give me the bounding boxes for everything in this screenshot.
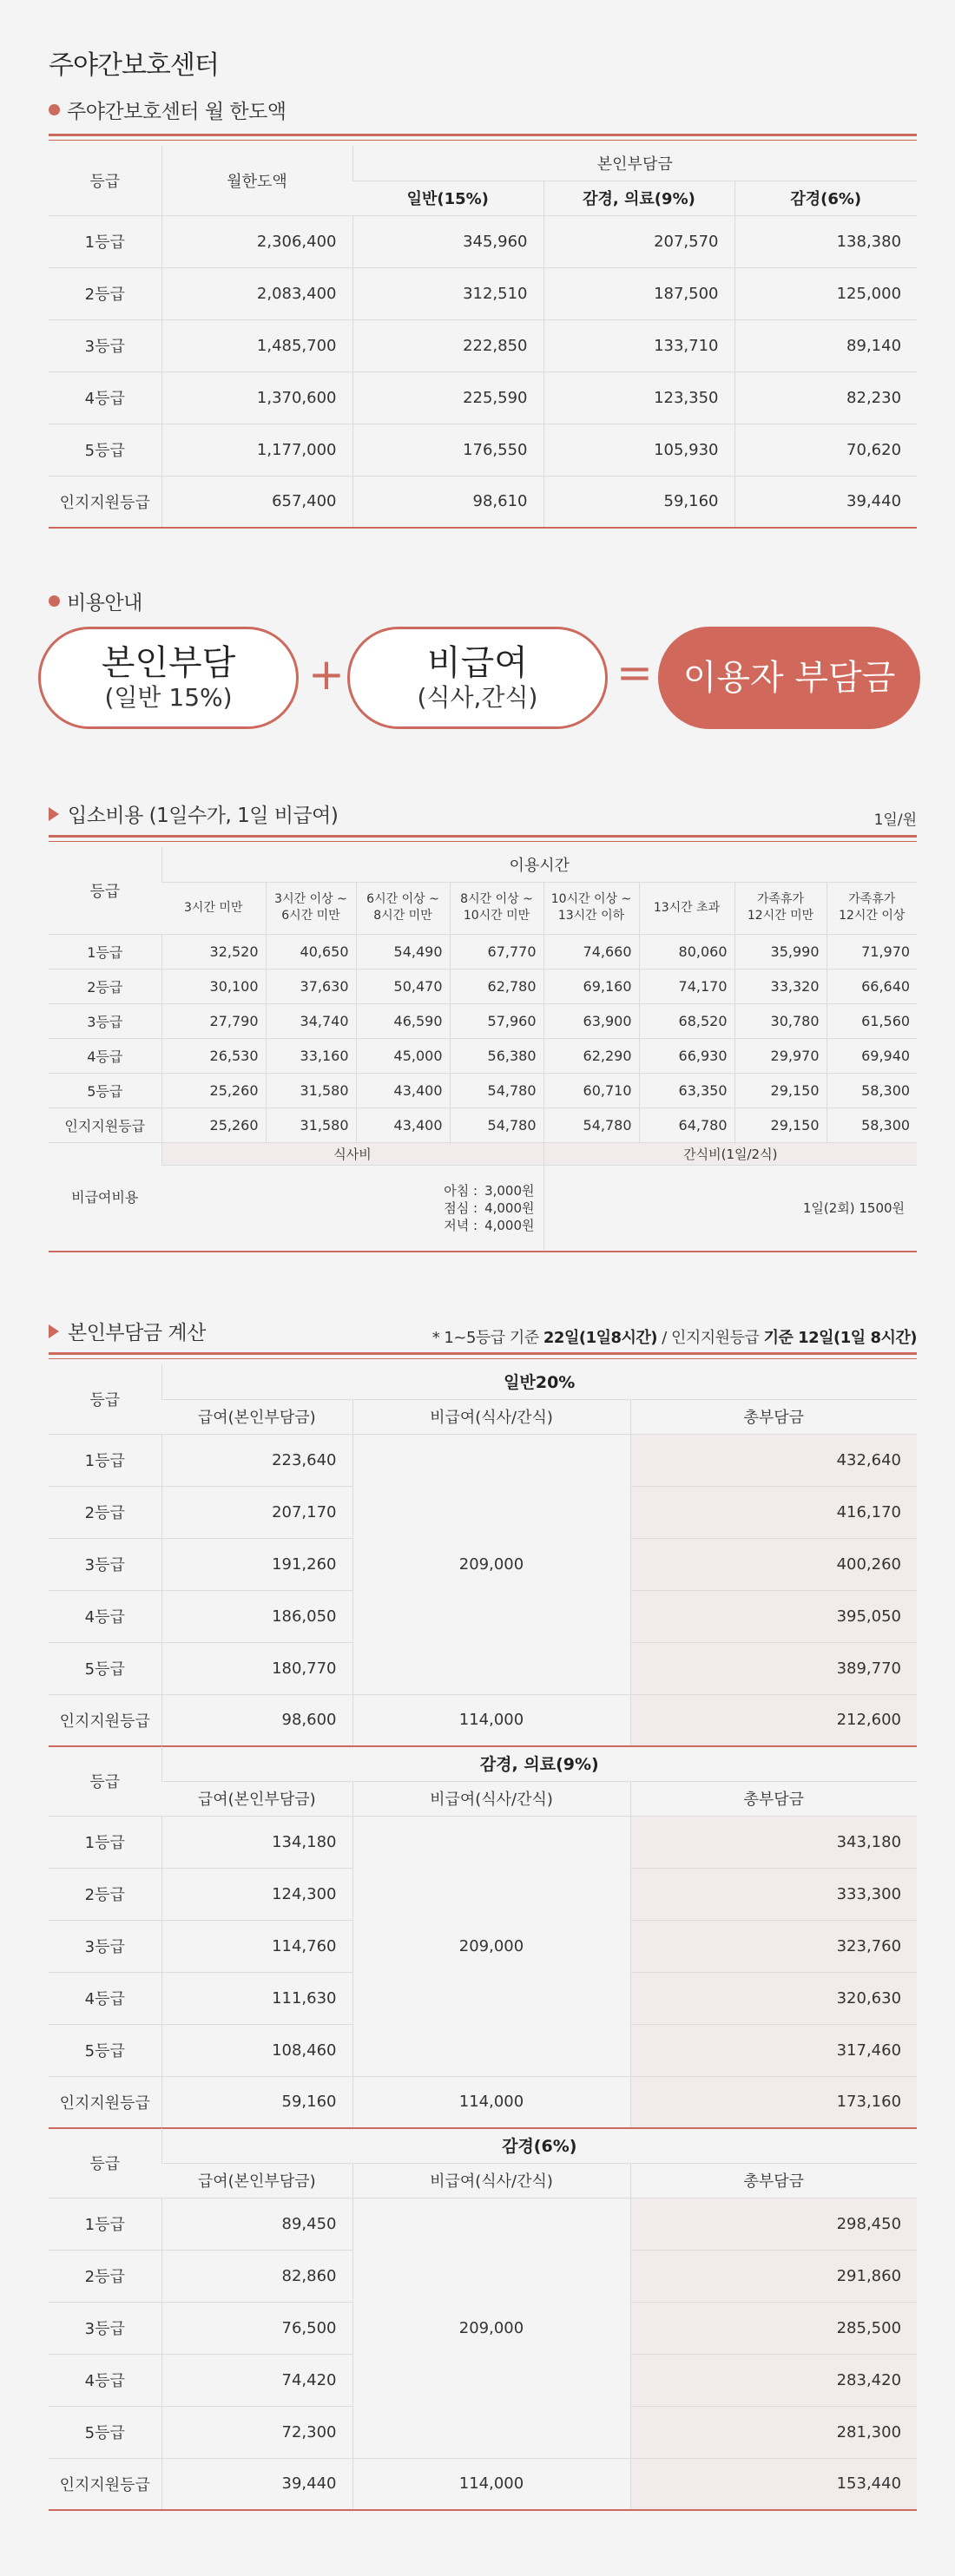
table-row <box>49 934 917 969</box>
admission-cost-table <box>49 847 917 1252</box>
value-cell: 56,380 <box>450 1038 543 1073</box>
table-row <box>49 424 917 476</box>
value-cell: 40,650 <box>266 934 356 969</box>
grade-cell: 1등급 <box>49 934 161 969</box>
value-cell: 133,710 <box>543 319 734 371</box>
value-cell: 80,060 <box>639 934 734 969</box>
value-cell: 62,780 <box>450 969 543 1003</box>
self-pay-pill <box>38 627 299 729</box>
value-cell: 60,710 <box>543 1073 639 1107</box>
table-row <box>49 2198 917 2250</box>
table-subtitle: 일반20% <box>161 1364 917 1399</box>
grade-cell: 인지지원등급 <box>49 2458 161 2510</box>
value-cell: 37,630 <box>266 969 356 1003</box>
header-time-range <box>639 882 734 934</box>
value-cell: 207,570 <box>543 215 734 267</box>
table-row <box>49 1038 917 1073</box>
header-grade: 등급 <box>49 1746 161 1816</box>
value-cell: 74,170 <box>639 969 734 1003</box>
value-cell: 68,520 <box>639 1003 734 1038</box>
value-cell: 50,470 <box>356 969 450 1003</box>
header-time-range <box>734 882 827 934</box>
meal-cost-cell <box>161 1165 543 1252</box>
benefit-cell: 82,860 <box>161 2250 352 2302</box>
value-cell: 54,780 <box>450 1073 543 1107</box>
grade-cell: 인지지원등급 <box>49 476 161 528</box>
header-time-range <box>266 882 356 934</box>
meal-name: 저녁 : <box>444 1217 478 1233</box>
value-cell: 64,780 <box>639 1107 734 1142</box>
value-cell: 34,740 <box>266 1003 356 1038</box>
grade-cell: 3등급 <box>49 1538 161 1590</box>
total-cell: 400,260 <box>630 1538 917 1590</box>
value-cell: 1,370,600 <box>161 371 352 424</box>
section-monthly-limit-title <box>49 95 286 124</box>
total-cell: 395,050 <box>630 1590 917 1642</box>
bullet-dot-icon <box>49 104 60 115</box>
grade-cell: 3등급 <box>49 1920 161 1972</box>
benefit-cell: 223,640 <box>161 1434 352 1486</box>
table-row <box>49 1434 917 1486</box>
table-row <box>49 476 917 528</box>
grade-cell: 3등급 <box>49 319 161 371</box>
calc-basis-note <box>432 1325 917 1348</box>
total-cell: 281,300 <box>630 2406 917 2458</box>
meal-price: 3,000원 <box>484 1182 535 1199</box>
value-cell: 187,500 <box>543 267 734 319</box>
header-line: 6시간 미만 <box>281 909 340 923</box>
table-row <box>49 319 917 371</box>
total-cell: 416,170 <box>630 1486 917 1538</box>
value-cell: 43,400 <box>356 1107 450 1142</box>
page-title: 주야간보호센터 <box>49 50 219 81</box>
pill-title: 비급여 <box>427 643 528 683</box>
value-cell: 98,610 <box>352 476 543 528</box>
self-pay-calc-table <box>49 2128 917 2511</box>
value-cell: 33,160 <box>266 1038 356 1073</box>
grade-cell: 1등급 <box>49 2198 161 2250</box>
value-cell: 30,100 <box>161 969 266 1003</box>
value-cell: 63,350 <box>639 1073 734 1107</box>
header-benefit: 급여(본인부담금) <box>161 1781 352 1816</box>
benefit-cell: 134,180 <box>161 1816 352 1868</box>
value-cell: 33,320 <box>734 969 827 1003</box>
grade-cell: 5등급 <box>49 1642 161 1694</box>
total-cell: 212,600 <box>630 1694 917 1746</box>
value-cell: 58,300 <box>827 1073 917 1107</box>
snack-header: 간식비(1일/2식) <box>543 1142 917 1165</box>
nonbenefit-cell: 114,000 <box>352 2458 630 2510</box>
header-grade: 등급 <box>49 2128 161 2198</box>
benefit-cell: 191,260 <box>161 1538 352 1590</box>
value-cell: 43,400 <box>356 1073 450 1107</box>
benefit-cell: 124,300 <box>161 1868 352 1920</box>
nonpay-label: 비급여비용 <box>49 1142 161 1252</box>
grade-cell: 4등급 <box>49 1972 161 2024</box>
section-cost-guide-title <box>49 587 142 615</box>
value-cell: 2,306,400 <box>161 215 352 267</box>
header-line: 가족휴가 <box>848 892 896 906</box>
pill-title: 이용자 부담금 <box>682 658 896 698</box>
grade-cell: 5등급 <box>49 2024 161 2076</box>
header-line: 6시간 이상 ~ <box>366 892 439 906</box>
nonbenefit-cell: 114,000 <box>352 2076 630 2128</box>
benefit-cell: 180,770 <box>161 1642 352 1694</box>
table-row <box>49 1107 917 1142</box>
total-cell: 343,180 <box>630 1816 917 1868</box>
value-cell: 69,940 <box>827 1038 917 1073</box>
grade-cell: 4등급 <box>49 1038 161 1073</box>
value-cell: 63,900 <box>543 1003 639 1038</box>
total-cell: 333,300 <box>630 1868 917 1920</box>
nonbenefit-merged-cell: 209,000 <box>352 2198 630 2458</box>
value-cell: 125,000 <box>734 267 917 319</box>
section-title-text: 비용안내 <box>67 592 142 614</box>
pill-subtitle: (식사,간식) <box>417 683 538 712</box>
snack-cost-cell: 1일(2회) 1500원 <box>543 1165 917 1252</box>
table-row <box>49 215 917 267</box>
value-cell: 70,620 <box>734 424 917 476</box>
grade-cell: 2등급 <box>49 2250 161 2302</box>
benefit-cell: 98,600 <box>161 1694 352 1746</box>
benefit-cell: 76,500 <box>161 2302 352 2354</box>
value-cell: 45,000 <box>356 1038 450 1073</box>
header-benefit: 급여(본인부담금) <box>161 1399 352 1434</box>
value-cell: 2,083,400 <box>161 267 352 319</box>
value-cell: 31,580 <box>266 1073 356 1107</box>
table-row <box>49 969 917 1003</box>
note-bold: 22일(1일8시간) <box>543 1329 658 1347</box>
meal-price: 4,000원 <box>484 1217 535 1233</box>
header-grade: 등급 <box>49 1364 161 1434</box>
header-usage-time: 이용시간 <box>161 847 917 882</box>
header-line: 10시간 미만 <box>463 909 530 923</box>
header-reduced: 감경(6%) <box>734 181 917 215</box>
benefit-cell: 59,160 <box>161 2076 352 2128</box>
grade-cell: 4등급 <box>49 371 161 424</box>
value-cell: 69,160 <box>543 969 639 1003</box>
user-charge-pill <box>658 627 920 729</box>
value-cell: 25,260 <box>161 1073 266 1107</box>
grade-cell: 2등급 <box>49 1868 161 1920</box>
total-cell: 285,500 <box>630 2302 917 2354</box>
total-cell: 317,460 <box>630 2024 917 2076</box>
total-cell: 323,760 <box>630 1920 917 1972</box>
value-cell: 74,660 <box>543 934 639 969</box>
meal-name: 아침 : <box>444 1182 478 1199</box>
table-row <box>49 1816 917 1868</box>
benefit-cell: 111,630 <box>161 1972 352 2024</box>
value-cell: 123,350 <box>543 371 734 424</box>
header-nonbenefit: 비급여(식사/간식) <box>352 1399 630 1434</box>
meal-line <box>444 1199 534 1217</box>
value-cell: 657,400 <box>161 476 352 528</box>
header-line: 8시간 이상 ~ <box>460 892 533 906</box>
non-benefit-pill <box>347 627 608 729</box>
self-pay-calc-table <box>49 1364 917 1747</box>
benefit-cell: 74,420 <box>161 2354 352 2406</box>
table-row <box>49 267 917 319</box>
table-subtitle: 감경, 의료(9%) <box>161 1746 917 1781</box>
value-cell: 89,140 <box>734 319 917 371</box>
section-title-text: 본인부담금 계산 <box>68 1322 206 1344</box>
section-admission-cost-title <box>49 799 338 828</box>
equals-icon: = <box>616 647 653 698</box>
value-cell: 29,970 <box>734 1038 827 1073</box>
value-cell: 32,520 <box>161 934 266 969</box>
grade-cell: 5등급 <box>49 1073 161 1107</box>
table-subtitle: 감경(6%) <box>161 2128 917 2163</box>
value-cell: 176,550 <box>352 424 543 476</box>
header-line: 3시간 이상 ~ <box>274 892 347 906</box>
benefit-cell: 186,050 <box>161 1590 352 1642</box>
header-reduced-medical: 감경, 의료(9%) <box>543 181 734 215</box>
table-row <box>49 1694 917 1746</box>
header-total: 총부담금 <box>630 1781 917 1816</box>
header-line: 10시간 이상 ~ <box>550 892 632 906</box>
value-cell: 59,160 <box>543 476 734 528</box>
header-nonbenefit: 비급여(식사/간식) <box>352 2163 630 2198</box>
grade-cell: 4등급 <box>49 1590 161 1642</box>
header-general: 일반(15%) <box>352 181 543 215</box>
meal-line <box>444 1217 534 1234</box>
value-cell: 312,510 <box>352 267 543 319</box>
header-time-range <box>827 882 917 934</box>
pill-subtitle: (일반 15%) <box>104 683 233 712</box>
monthly-limit-table <box>49 146 917 529</box>
header-line: 가족휴가 <box>756 892 805 906</box>
section-divider <box>49 1352 917 1359</box>
value-cell: 25,260 <box>161 1107 266 1142</box>
grade-cell: 2등급 <box>49 267 161 319</box>
value-cell: 67,770 <box>450 934 543 969</box>
value-cell: 26,530 <box>161 1038 266 1073</box>
grade-cell: 5등급 <box>49 424 161 476</box>
value-cell: 54,780 <box>543 1107 639 1142</box>
value-cell: 57,960 <box>450 1003 543 1038</box>
grade-cell: 3등급 <box>49 1003 161 1038</box>
table-row <box>49 1003 917 1038</box>
total-cell: 298,450 <box>630 2198 917 2250</box>
value-cell: 222,850 <box>352 319 543 371</box>
header-line: 12시간 미만 <box>747 909 814 923</box>
grade-cell: 2등급 <box>49 969 161 1003</box>
value-cell: 105,930 <box>543 424 734 476</box>
grade-cell: 인지지원등급 <box>49 1107 161 1142</box>
note-text: / 인지지원등급 <box>657 1329 764 1347</box>
header-benefit: 급여(본인부담금) <box>161 2163 352 2198</box>
meal-header: 식사비 <box>161 1142 543 1165</box>
table-row <box>49 1073 917 1107</box>
value-cell: 46,590 <box>356 1003 450 1038</box>
total-cell: 153,440 <box>630 2458 917 2510</box>
meal-price: 4,000원 <box>484 1199 535 1216</box>
header-line: 8시간 미만 <box>373 909 432 923</box>
benefit-cell: 207,170 <box>161 1486 352 1538</box>
value-cell: 29,150 <box>734 1073 827 1107</box>
triangle-bullet-icon <box>49 807 59 821</box>
triangle-bullet-icon <box>49 1324 59 1338</box>
value-cell: 66,930 <box>639 1038 734 1073</box>
total-cell: 291,860 <box>630 2250 917 2302</box>
plus-icon: + <box>308 649 345 700</box>
benefit-cell: 114,760 <box>161 1920 352 1972</box>
header-time-range <box>161 882 266 934</box>
value-cell: 29,150 <box>734 1107 827 1142</box>
table-row <box>49 2458 917 2510</box>
value-cell: 27,790 <box>161 1003 266 1038</box>
value-cell: 345,960 <box>352 215 543 267</box>
nonbenefit-merged-cell: 209,000 <box>352 1816 630 2076</box>
header-line: 13시간 초과 <box>653 900 721 915</box>
header-line: 13시간 이하 <box>557 909 625 923</box>
value-cell: 58,300 <box>827 1107 917 1142</box>
benefit-cell: 89,450 <box>161 2198 352 2250</box>
value-cell: 1,485,700 <box>161 319 352 371</box>
meal-name: 점심 : <box>444 1199 478 1216</box>
value-cell: 225,590 <box>352 371 543 424</box>
value-cell: 31,580 <box>266 1107 356 1142</box>
grade-cell: 5등급 <box>49 2406 161 2458</box>
value-cell: 39,440 <box>734 476 917 528</box>
section-divider <box>49 134 917 141</box>
header-time-range <box>356 882 450 934</box>
value-cell: 62,290 <box>543 1038 639 1073</box>
grade-cell: 4등급 <box>49 2354 161 2406</box>
pill-title: 본인부담 <box>101 643 236 683</box>
grade-cell: 2등급 <box>49 1486 161 1538</box>
grade-cell: 1등급 <box>49 1816 161 1868</box>
grade-cell: 3등급 <box>49 2302 161 2354</box>
value-cell: 1,177,000 <box>161 424 352 476</box>
value-cell: 71,970 <box>827 934 917 969</box>
total-cell: 173,160 <box>630 2076 917 2128</box>
value-cell: 82,230 <box>734 371 917 424</box>
section-title-text: 주야간보호센터 월 한도액 <box>67 101 286 123</box>
benefit-cell: 72,300 <box>161 2406 352 2458</box>
table-row <box>49 2076 917 2128</box>
self-pay-calc-table <box>49 1746 917 2129</box>
header-nonbenefit: 비급여(식사/간식) <box>352 1781 630 1816</box>
total-cell: 320,630 <box>630 1972 917 2024</box>
header-time-range <box>450 882 543 934</box>
grade-cell: 1등급 <box>49 215 161 267</box>
bullet-dot-icon <box>49 595 60 607</box>
value-cell: 54,780 <box>450 1107 543 1142</box>
section-divider <box>49 835 917 842</box>
benefit-cell: 108,460 <box>161 2024 352 2076</box>
value-cell: 61,560 <box>827 1003 917 1038</box>
section-self-pay-calc-title <box>49 1317 206 1345</box>
header-line: 3시간 미만 <box>184 900 243 915</box>
table-row <box>49 371 917 424</box>
unit-label: 1일/원 <box>873 812 917 829</box>
value-cell: 138,380 <box>734 215 917 267</box>
section-title-text: 입소비용 (1일수가, 1일 비급여) <box>68 805 339 827</box>
header-self-pay: 본인부담금 <box>352 146 917 181</box>
note-text: * 1~5등급 기준 <box>431 1329 543 1347</box>
nonpay-header-row <box>49 1142 917 1165</box>
nonpay-row <box>49 1165 917 1252</box>
meal-line <box>444 1182 534 1199</box>
nonbenefit-cell: 114,000 <box>352 1694 630 1746</box>
header-time-range <box>543 882 639 934</box>
value-cell: 54,490 <box>356 934 450 969</box>
grade-cell: 인지지원등급 <box>49 2076 161 2128</box>
header-grade: 등급 <box>49 146 161 215</box>
header-line: 12시간 이상 <box>839 909 906 923</box>
header-grade: 등급 <box>49 847 161 934</box>
benefit-cell: 39,440 <box>161 2458 352 2510</box>
header-total: 총부담금 <box>630 2163 917 2198</box>
grade-cell: 인지지원등급 <box>49 1694 161 1746</box>
value-cell: 30,780 <box>734 1003 827 1038</box>
value-cell: 35,990 <box>734 934 827 969</box>
nonbenefit-merged-cell: 209,000 <box>352 1434 630 1694</box>
total-cell: 283,420 <box>630 2354 917 2406</box>
note-bold: 기준 12일(1일 8시간) <box>763 1329 917 1347</box>
total-cell: 432,640 <box>630 1434 917 1486</box>
total-cell: 389,770 <box>630 1642 917 1694</box>
value-cell: 66,640 <box>827 969 917 1003</box>
grade-cell: 1등급 <box>49 1434 161 1486</box>
header-total: 총부담금 <box>630 1399 917 1434</box>
header-monthly-limit: 월한도액 <box>161 146 352 215</box>
